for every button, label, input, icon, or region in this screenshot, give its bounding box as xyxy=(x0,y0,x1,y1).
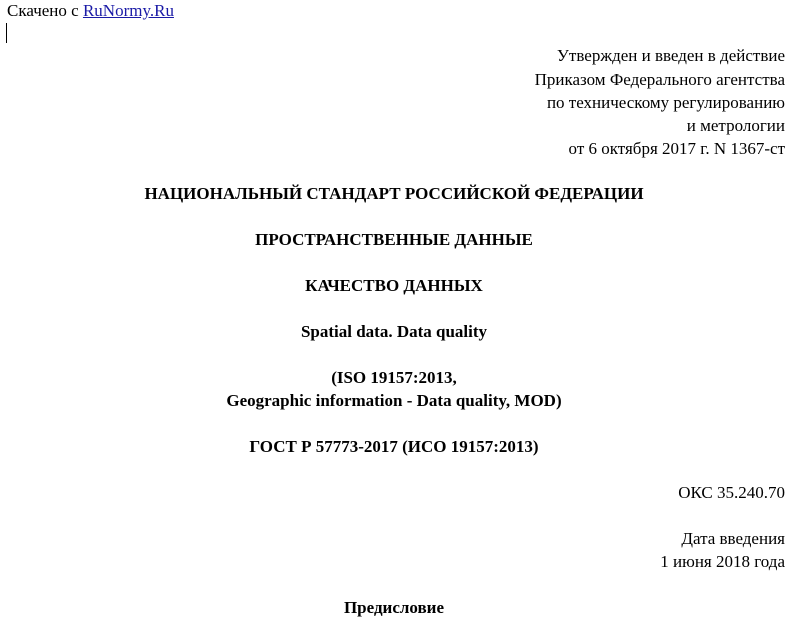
introduction-date-label: Дата введения xyxy=(681,529,785,548)
oks-code: ОКС 35.240.70 xyxy=(678,483,785,502)
download-notice-prefix: Скачено с xyxy=(7,1,83,20)
standard-type-heading: НАЦИОНАЛЬНЫЙ СТАНДАРТ РОССИЙСКОЙ ФЕДЕРАЦИИ xyxy=(144,184,644,203)
approval-line: и метрологии xyxy=(686,116,785,135)
iso-reference-line-1: (ISO 19157:2013, xyxy=(331,368,457,387)
section-title-foreword: Предисловие xyxy=(343,598,445,617)
approval-line: Утвержден и введен в действие xyxy=(556,46,785,65)
approval-line: от 6 октября 2017 г. N 1367-ст xyxy=(568,139,785,158)
approval-line: Приказом Федерального агентства xyxy=(534,70,785,89)
introduction-date: 1 июня 2018 года xyxy=(660,552,785,571)
text-cursor xyxy=(6,23,7,43)
title-line-1: ПРОСТРАНСТВЕННЫЕ ДАННЫЕ xyxy=(255,230,533,249)
title-line-2: КАЧЕСТВО ДАННЫХ xyxy=(305,276,483,295)
standard-designation: ГОСТ Р 57773-2017 (ИСО 19157:2013) xyxy=(249,437,539,456)
download-notice xyxy=(7,0,174,22)
approval-line: по техническому регулированию xyxy=(546,93,785,112)
english-title: Spatial data. Data quality xyxy=(300,322,488,341)
download-source-link[interactable]: RuNormy.Ru xyxy=(82,1,174,20)
iso-reference-line-2: Geographic information - Data quality, MOD) xyxy=(226,391,562,410)
